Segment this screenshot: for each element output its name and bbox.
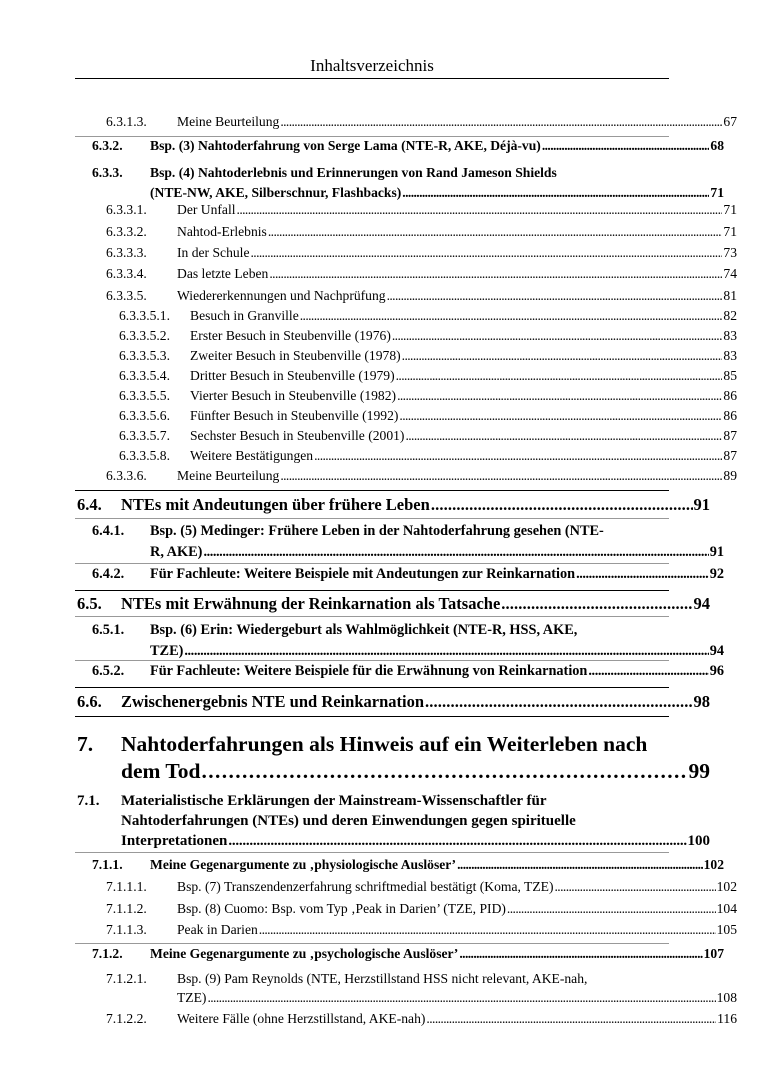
toc-entry[interactable] — [106, 288, 737, 304]
leader-dots — [280, 468, 722, 484]
toc-number: 6.3.3.3. — [106, 245, 147, 260]
toc-number: 7.1. — [77, 793, 100, 809]
toc-entry[interactable] — [106, 245, 737, 261]
leader-dots — [555, 879, 716, 895]
toc-entry[interactable] — [92, 620, 724, 662]
leader-dots — [268, 224, 723, 240]
toc-entry[interactable] — [119, 388, 737, 404]
toc-number: 6.3.3. — [92, 165, 123, 180]
toc-page: 85 — [723, 368, 737, 383]
toc-entry[interactable] — [92, 138, 724, 154]
toc-number: 6.3.3.4. — [106, 266, 147, 281]
leader-dots — [397, 388, 722, 404]
toc-title: Bsp. (7) Transzendenzerfahrung schriftmedial bestätigt (Koma, TZE) — [177, 879, 554, 894]
toc-number: 6.3.3.5.1. — [119, 308, 170, 323]
toc-page: 116 — [717, 1011, 737, 1026]
toc-entry[interactable] — [106, 879, 737, 895]
toc-entry[interactable] — [106, 1011, 737, 1027]
leader-dots — [431, 495, 693, 515]
toc-number: 6.3.3.5.5. — [119, 388, 170, 403]
toc-entry[interactable] — [119, 348, 737, 364]
toc-title: Fünfter Besuch in Steubenville (1992) — [190, 408, 399, 423]
toc-title: Meine Beurteilung — [177, 114, 280, 129]
toc-page: 74 — [723, 266, 737, 281]
toc-title: Der Unfall — [177, 202, 236, 217]
toc-page: 105 — [716, 922, 737, 937]
toc-page: 71 — [723, 224, 737, 239]
toc-entry[interactable] — [119, 448, 737, 464]
toc-number: 6.3.1.3. — [106, 114, 147, 129]
leader-dots — [392, 328, 723, 344]
leader-dots — [387, 288, 723, 304]
toc-entry[interactable] — [119, 308, 737, 324]
toc-title: Für Fachleute: Weitere Beispiele für die Erwähnung von Reinkarnation — [150, 663, 588, 679]
toc-number: 6.3.3.1. — [106, 202, 147, 217]
toc-entry[interactable] — [77, 791, 710, 851]
separator — [75, 660, 669, 661]
toc-page: 86 — [723, 388, 737, 403]
toc-number: 6.4.1. — [92, 523, 125, 539]
leader-dots — [457, 857, 703, 873]
leader-dots — [576, 566, 709, 583]
toc-entry[interactable] — [106, 922, 737, 938]
toc-title: Nahtod-Erlebnis — [177, 224, 267, 239]
toc-page: 67 — [723, 114, 737, 129]
leader-dots — [207, 988, 715, 1007]
leader-dots — [402, 348, 723, 364]
separator — [75, 136, 669, 137]
toc-number: 6.3.3.2. — [106, 224, 147, 239]
separator — [75, 943, 669, 944]
toc-entry[interactable] — [92, 521, 724, 563]
toc-entry[interactable] — [119, 408, 737, 424]
toc-number: 7.1.2. — [92, 946, 123, 961]
toc-entry[interactable] — [106, 266, 737, 282]
toc-entry[interactable] — [77, 692, 710, 712]
toc-number: 6.4. — [77, 495, 102, 514]
separator — [75, 687, 669, 688]
toc-page: 104 — [716, 901, 737, 916]
toc-entry[interactable] — [106, 224, 737, 240]
toc-title-cont: Interpretationen — [121, 833, 228, 849]
toc-number: 6.5. — [77, 594, 102, 613]
toc-title: Zweiter Besuch in Steubenville (1978) — [190, 348, 401, 363]
toc-page: 82 — [723, 308, 737, 323]
toc-page: 102 — [703, 857, 724, 872]
toc-page: 107 — [703, 946, 724, 961]
leader-dots — [588, 663, 708, 680]
toc-title: Meine Gegenargumente zu ‚psychologische Auslöser’ — [150, 946, 459, 961]
leader-dots — [314, 448, 722, 464]
leader-dots — [269, 266, 722, 282]
separator — [75, 616, 669, 617]
toc-page: 108 — [716, 990, 737, 1005]
toc-page: 99 — [688, 759, 710, 783]
toc-entry[interactable] — [77, 495, 710, 515]
toc-title: Bsp. (4) Nahtoderlebnis und Erinnerungen von Rand Jameson Shields — [150, 165, 557, 180]
leader-dots — [201, 758, 687, 785]
toc-entry[interactable] — [106, 202, 737, 218]
toc-page: 73 — [723, 245, 737, 260]
toc-title: Bsp. (6) Erin: Wiedergeburt als Wahlmöglichkeit (NTE-R, HSS, AKE, — [150, 622, 578, 638]
toc-title-cont: (NTE-NW, AKE, Silberschnur, Flashbacks) — [150, 185, 402, 200]
toc-page: 94 — [709, 643, 724, 659]
leader-dots — [542, 138, 710, 154]
toc-title: Bsp. (3) Nahtoderfahrung von Serge Lama (NTE-R, AKE, Déjà-vu) — [150, 138, 541, 153]
toc-number: 6.3.3.5.8. — [119, 448, 170, 463]
toc-title: Zwischenergebnis NTE und Reinkarnation — [121, 692, 425, 711]
leader-dots — [228, 831, 686, 851]
toc-number: 6.5.2. — [92, 663, 125, 679]
toc-page: 68 — [710, 138, 724, 153]
toc-entry[interactable] — [106, 114, 737, 130]
separator — [75, 563, 669, 564]
leader-dots — [203, 542, 708, 563]
toc-page: 91 — [693, 495, 710, 514]
toc-title: Peak in Darien — [177, 922, 258, 937]
toc-page: 96 — [709, 663, 724, 679]
header-rule — [75, 78, 669, 79]
toc-entry[interactable] — [119, 328, 737, 344]
toc-number: 6.3.3.5.3. — [119, 348, 170, 363]
toc-title: Weitere Bestätigungen — [190, 448, 314, 463]
toc-title: Sechster Besuch in Steubenville (2001) — [190, 428, 405, 443]
toc-page: 83 — [723, 328, 737, 343]
toc-title: Besuch in Granville — [190, 308, 299, 323]
toc-number: 7.1.2.1. — [106, 971, 147, 986]
toc-title-cont: R, AKE) — [150, 544, 203, 560]
toc-number: 6.3.3.5. — [106, 288, 147, 303]
leader-dots — [405, 428, 722, 444]
toc-number: 7.1.1.2. — [106, 901, 147, 916]
toc-entry[interactable] — [92, 946, 724, 962]
toc-title: Weitere Fälle (ohne Herzstillstand, AKE-nah) — [177, 1011, 426, 1026]
toc-title: NTEs mit Andeutungen über frühere Leben — [121, 495, 430, 514]
separator — [75, 518, 669, 519]
toc-number: 6.3.3.5.7. — [119, 428, 170, 443]
toc-entry[interactable] — [119, 428, 737, 444]
toc-page: 86 — [723, 408, 737, 423]
toc-number: 6.3.2. — [92, 138, 123, 153]
toc-title-cont: TZE) — [150, 643, 184, 659]
toc-title-cont: TZE) — [177, 990, 207, 1005]
leader-dots — [259, 922, 716, 938]
leader-dots — [237, 202, 723, 218]
toc-entry[interactable] — [106, 969, 737, 1007]
toc-title: Wiedererkennungen und Nachprüfung — [177, 288, 386, 303]
toc-page: 91 — [709, 544, 724, 560]
toc-title: In der Schule — [177, 245, 250, 260]
separator — [75, 716, 669, 717]
toc-page: 102 — [716, 879, 737, 894]
toc-title: Das letzte Leben — [177, 266, 269, 281]
separator — [75, 852, 669, 853]
toc-number: 6.4.2. — [92, 566, 125, 582]
toc-page: 89 — [723, 468, 737, 483]
toc-page: 94 — [693, 594, 710, 613]
toc-number: 7.1.1.3. — [106, 922, 147, 937]
toc-entry[interactable] — [92, 566, 724, 583]
toc-title: NTEs mit Erwähnung der Reinkarnation als Tatsache — [121, 594, 501, 613]
toc-title: Dritter Besuch in Steubenville (1979) — [190, 368, 395, 383]
toc-title-cont: dem Tod — [121, 759, 201, 783]
toc-page: 71 — [710, 185, 724, 200]
leader-dots — [300, 308, 723, 324]
leader-dots — [459, 946, 702, 962]
toc-page: 71 — [723, 202, 737, 217]
leader-dots — [426, 1011, 716, 1027]
leader-dots — [402, 183, 709, 203]
toc-entry[interactable] — [77, 731, 710, 785]
leader-dots — [250, 245, 722, 261]
toc-page: 98 — [693, 692, 710, 711]
toc-page: 81 — [723, 288, 737, 303]
leader-dots — [399, 408, 722, 424]
toc-entry[interactable] — [106, 468, 737, 484]
toc-title: Bsp. (5) Medinger: Frühere Leben in der Nahtoderfahrung gesehen (NTE- — [150, 523, 604, 539]
leader-dots — [507, 901, 716, 917]
toc-page: 87 — [723, 448, 737, 463]
leader-dots — [396, 368, 723, 384]
toc-title: Vierter Besuch in Steubenville (1982) — [190, 388, 397, 403]
toc-number: 6.3.3.5.2. — [119, 328, 170, 343]
toc-number: 7.1.1. — [92, 857, 123, 872]
toc-entry[interactable] — [106, 901, 737, 917]
toc-number: 7.1.2.2. — [106, 1011, 147, 1026]
toc-page: 92 — [709, 566, 724, 582]
toc-entry[interactable] — [92, 857, 724, 873]
leader-dots — [501, 594, 692, 614]
toc-entry[interactable] — [77, 594, 710, 614]
toc-title: Meine Gegenargumente zu ‚physiologische Auslöser’ — [150, 857, 457, 872]
toc-title: Materialistische Erklärungen der Mainstream-Wissenschaftler für — [121, 793, 547, 809]
leader-dots — [425, 692, 692, 712]
toc-title: Bsp. (9) Pam Reynolds (NTE, Herzstillstand HSS nicht relevant, AKE-nah, — [177, 971, 588, 986]
toc-entry[interactable] — [119, 368, 737, 384]
separator — [75, 590, 669, 591]
toc-entry[interactable] — [92, 663, 724, 680]
toc-number: 7. — [77, 732, 94, 756]
leader-dots — [184, 641, 708, 662]
leader-dots — [280, 114, 722, 130]
toc-page: 87 — [723, 428, 737, 443]
toc-title-cont: Nahtoderfahrungen (NTEs) und deren Einwendungen gegen spirituelle — [121, 813, 576, 829]
toc-page: 83 — [723, 348, 737, 363]
page-header: Inhaltsverzeichnis — [310, 56, 434, 75]
toc-number: 6.5.1. — [92, 622, 125, 638]
toc-title: Erster Besuch in Steubenville (1976) — [190, 328, 391, 343]
toc-number: 6.6. — [77, 692, 102, 711]
toc-page: 100 — [687, 833, 710, 849]
toc-entry[interactable] — [92, 163, 724, 203]
toc-title: Für Fachleute: Weitere Beispiele mit Andeutungen zur Reinkarnation — [150, 566, 576, 582]
toc-title: Nahtoderfahrungen als Hinweis auf ein Weiterleben nach — [121, 732, 648, 756]
separator — [75, 490, 669, 491]
toc-number: 6.3.3.5.6. — [119, 408, 170, 423]
toc-number: 7.1.1.1. — [106, 879, 147, 894]
toc-number: 6.3.3.5.4. — [119, 368, 170, 383]
toc-title: Bsp. (8) Cuomo: Bsp. vom Typ ‚Peak in Darien’ (TZE, PID) — [177, 901, 506, 916]
toc-number: 6.3.3.6. — [106, 468, 147, 483]
toc-title: Meine Beurteilung — [177, 468, 280, 483]
